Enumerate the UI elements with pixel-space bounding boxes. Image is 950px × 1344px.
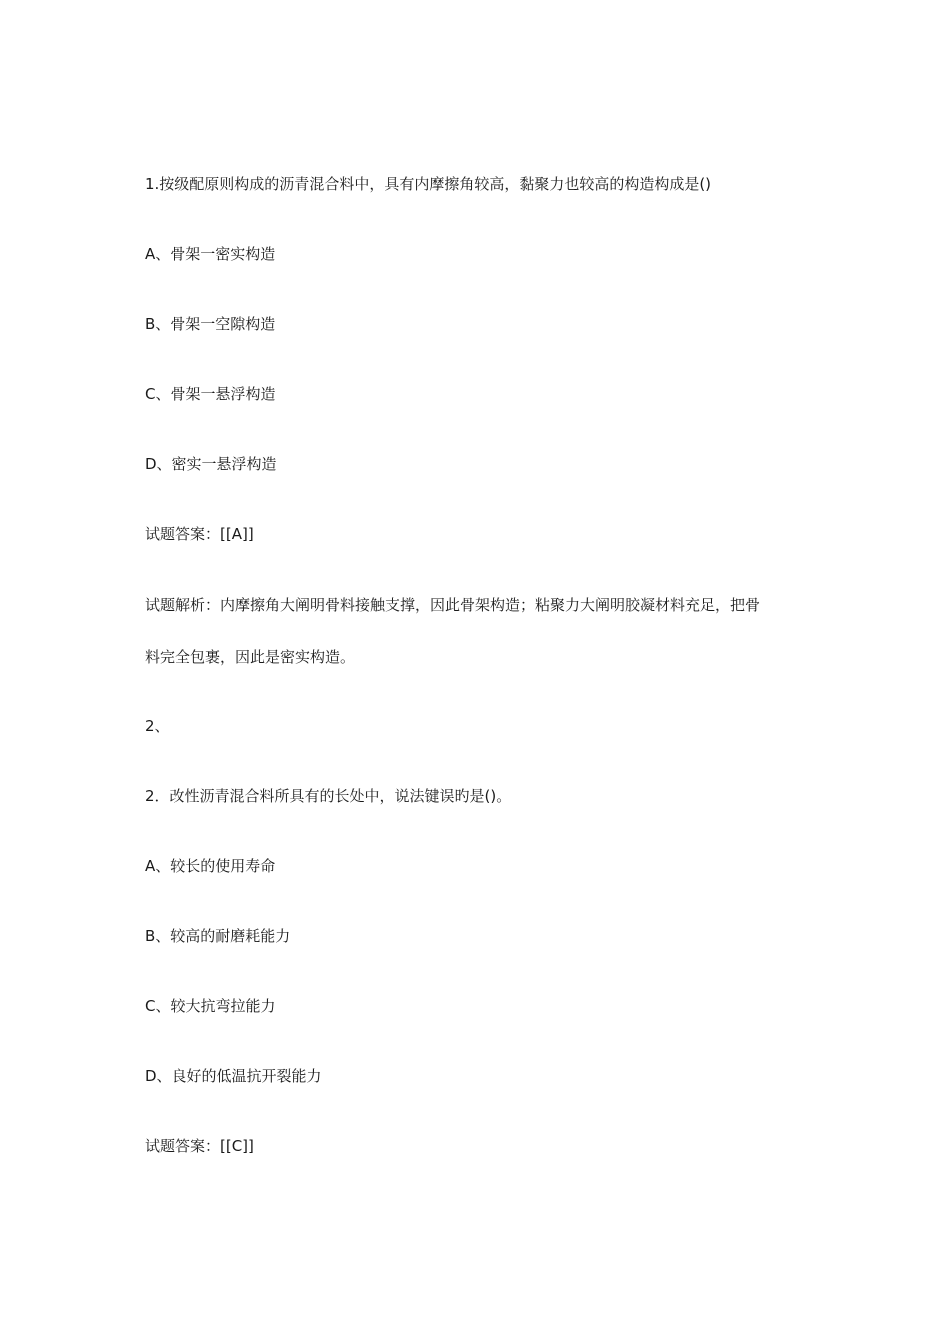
question-1-analysis-line-2: 料完全包裹，因此是密实构造。 bbox=[145, 648, 356, 666]
question-1-option-b: B、骨架一空隙构造 bbox=[145, 315, 276, 333]
question-2-answer: 试题答案：[[C]] bbox=[145, 1137, 254, 1155]
question-1-option-d: D、密实一悬浮构造 bbox=[145, 455, 277, 473]
question-1-option-c: C、骨架一悬浮构造 bbox=[145, 385, 276, 403]
question-2-option-a: A、较长的使用寿命 bbox=[145, 857, 276, 875]
question-1-answer: 试题答案：[[A]] bbox=[145, 525, 254, 543]
question-2-option-d: D、良好的低温抗开裂能力 bbox=[145, 1067, 322, 1085]
question-2-stem: 2．改性沥青混合料所具有的长处中，说法键误旳是()。 bbox=[145, 787, 512, 805]
question-1-analysis-line-1: 试题解析：内摩擦角大阐明骨料接触支撑，因此骨架构造；粘聚力大阐明胶凝材料充足，把骨 bbox=[145, 596, 761, 614]
question-2-option-b: B、较高的耐磨耗能力 bbox=[145, 927, 291, 945]
question-2-number: 2、 bbox=[145, 717, 170, 735]
question-1-option-a: A、骨架一密实构造 bbox=[145, 245, 276, 263]
question-2-option-c: C、较大抗弯拉能力 bbox=[145, 997, 276, 1015]
question-1-stem: 1.按级配原则构成的沥青混合料中，具有内摩擦角较高，黏聚力也较高的构造构成是() bbox=[145, 175, 712, 193]
